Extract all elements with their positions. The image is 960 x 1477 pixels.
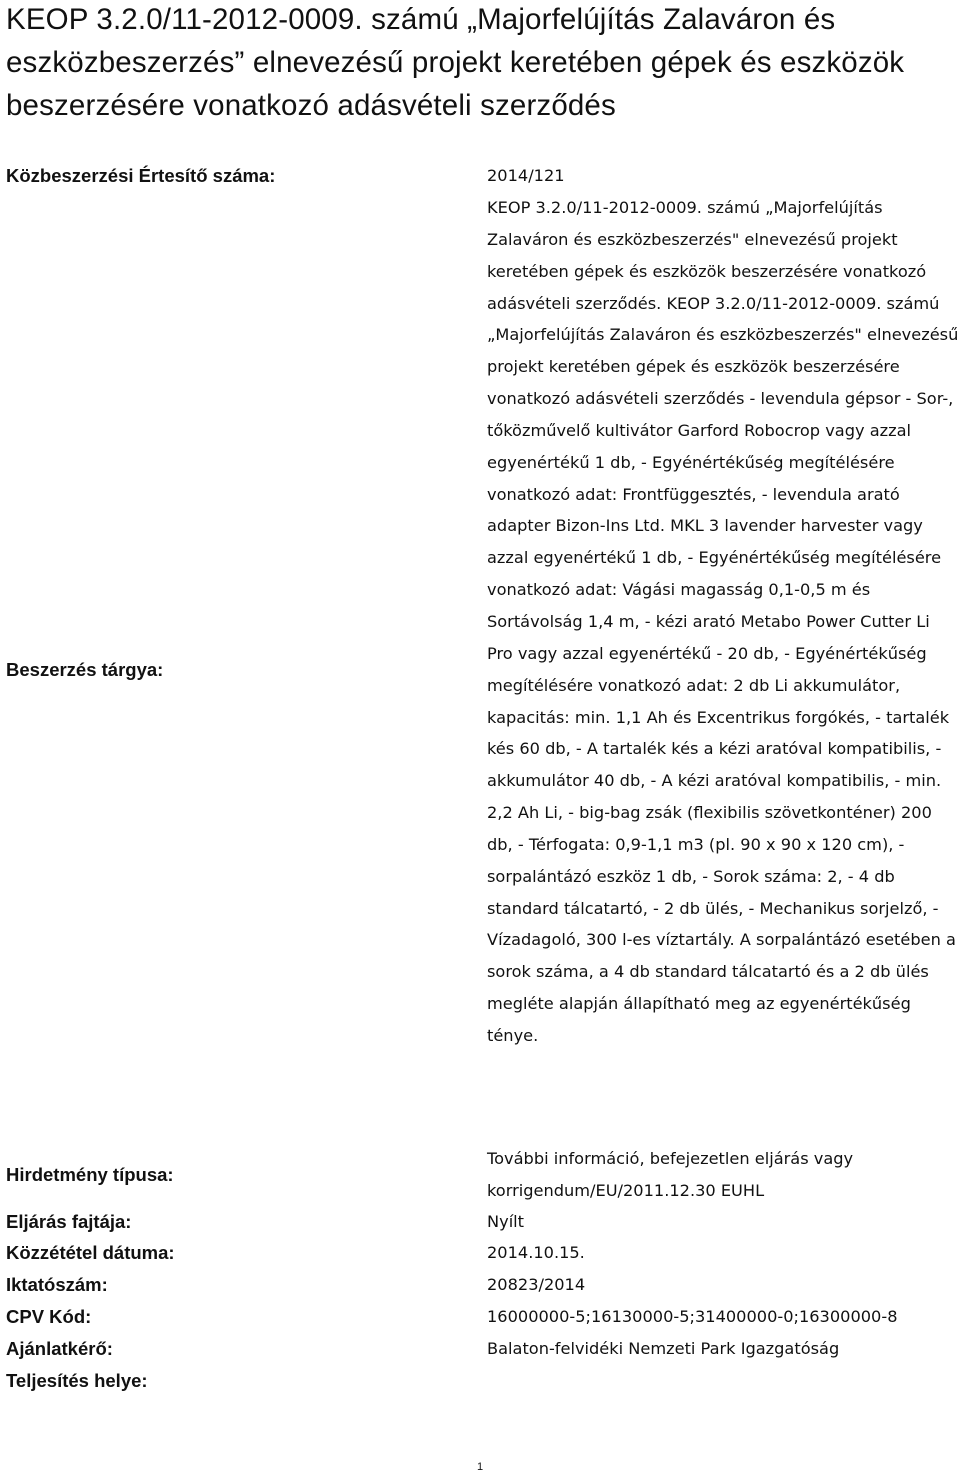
field-value-iktatoszam: 20823/2014	[487, 1275, 586, 1294]
document-title: KEOP 3.2.0/11-2012-0009. számú „Majorfelújítás Zalaváron és eszközbeszerzés” elnevezésű projekt keretében gépek és eszközök beszerzésére vonatkozó adásvételi szerződés	[6, 3, 905, 122]
field-value-eljaras-fajtaja: Nyílt	[487, 1212, 525, 1231]
field-label-iktatoszam: Iktatószám:	[6, 1274, 108, 1295]
field-label-eljaras-fajtaja: Eljárás fajtája:	[6, 1211, 132, 1232]
field-value-kozbeszerzesi-ertesito: 2014/121	[487, 166, 565, 185]
field-label-teljesites-helye: Teljesítés helye:	[6, 1370, 148, 1391]
field-label-kozbeszerzesi-ertesito: Közbeszerzési Értesítő száma:	[6, 165, 276, 186]
field-label-hirdetmeny-tipusa: Hirdetmény típusa:	[6, 1164, 174, 1185]
field-value-kozzetetel-datuma: 2014.10.15.	[487, 1243, 585, 1262]
field-value-hirdetmeny-tipusa: További információ, befejezetlen eljárás vagy korrigendum/EU/2011.12.30 EUHL	[487, 1149, 854, 1200]
field-value-beszerzes-targya: KEOP 3.2.0/11-2012-0009. számú „Majorfelújítás Zalaváron és eszközbeszerzés" elnevezésű projekt keretében gépek és eszközök beszerzésére vonatkozó adásvételi szerződés. KEOP 3.2.0/11-2012-0009. számú „Majorfelújítás Zalaváron és eszközbeszerzés" elnevezésű projekt keretében gépek és eszközök beszerzésére vonatkozó adásvételi szerződés - levendula gépsor - Sor-, tőközművelő kultivátor Garford Robocrop vagy azzal egyenértékű 1 db, - Egyénértékűség megítélésére vonatkozó adat: Frontfüggesztés, - levendula arató adapter Bizon-Ins Ltd. MKL 3 lavender harvester vagy azzal egyenértékű 1 db, - Egyénértékűség megítélésére vonatkozó adat: Vágási magasság 0,1-0,5 m és Sortávolság 1,4 m, - kézi arató Metabo Power Cutter Li Pro vagy azzal egyenértékű - 20 db, - Egyénértékűség megítélésére vonatkozó adat: 2 db Li akkumulátor, kapacitás: min. 1,1 Ah és Excentrikus forgókés, - tartalék kés 60 db, - A tartalék kés a kézi aratóval kompatibilis, - akkumulátor 40 db, - A kézi aratóval kompatibilis, - min. 2,2 Ah Li, - big-bag zsák (flexibilis szövetkonténer) 200 db, - Térfogata: 0,9-1,1 m3 (pl. 90 x 90 x 120 cm), - sorpalántázó eszköz 1 db, - Sorok száma: 2, - 4 db standard tálcatartó, - 2 db ülés, - Mechanikus sorjelző, - Vízadagoló, 300 l-es víztartály. A sorpalántázó esetében a sorok száma, a 4 db standard tálcatartó és a 2 db ülés megléte alapján állapítható meg az egyenértékűség ténye.	[487, 198, 959, 1045]
field-label-beszerzes-targya: Beszerzés tárgya:	[6, 659, 164, 680]
field-value-cpv-kod: 16000000-5;16130000-5;31400000-0;16300000-8	[487, 1307, 898, 1326]
field-label-cpv-kod: CPV Kód:	[6, 1306, 92, 1327]
field-value-ajanlatkero: Balaton-felvidéki Nemzeti Park Igazgatóság	[487, 1339, 840, 1358]
page-number: 1	[476, 1461, 484, 1473]
field-label-kozzetetel-datuma: Közzététel dátuma:	[6, 1242, 175, 1263]
field-label-ajanlatkero: Ajánlatkérő:	[6, 1338, 113, 1359]
